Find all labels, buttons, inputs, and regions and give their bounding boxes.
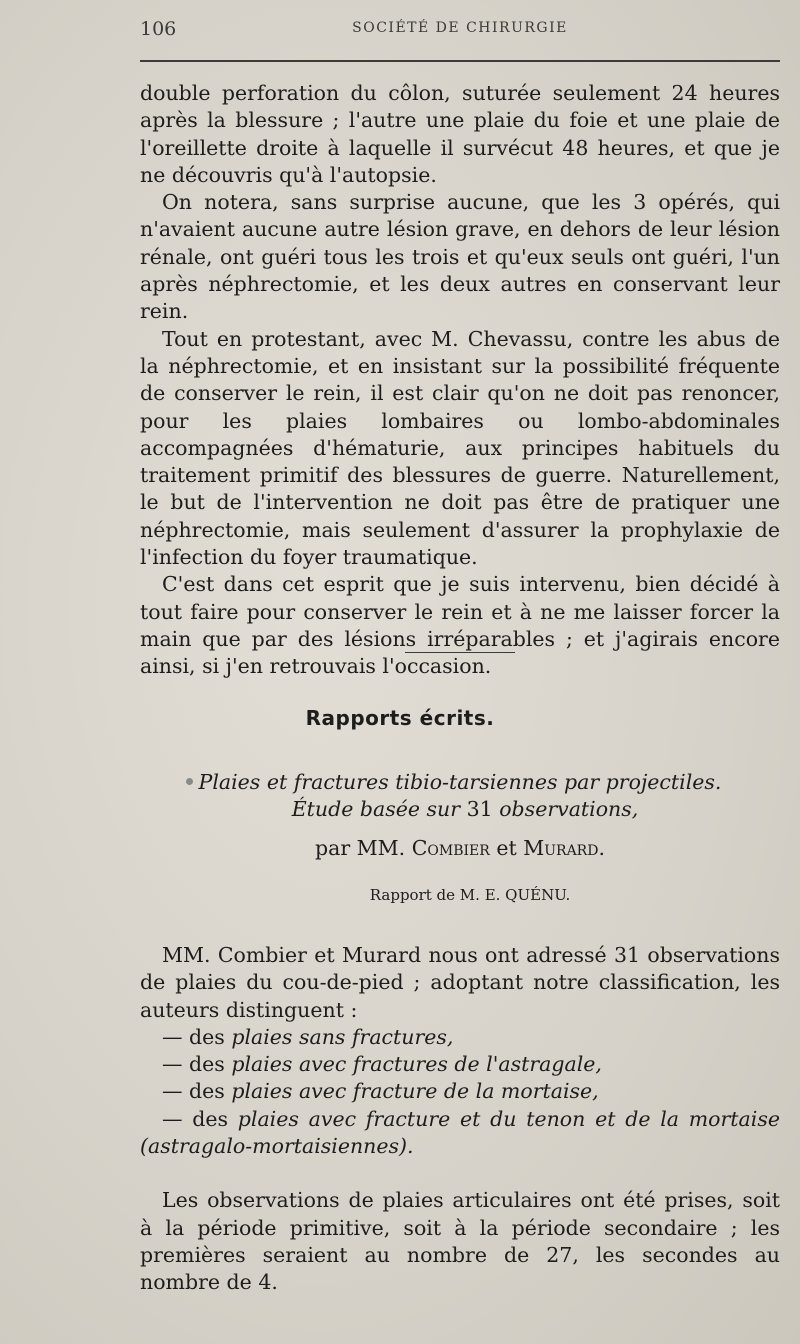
list-continuation: (astragalo-mortaisiennes).: [140, 1134, 414, 1159]
report-body: [140, 942, 780, 1297]
article-title: [140, 769, 780, 823]
author-name: Combier: [411, 836, 490, 860]
list-item: — des plaies sans fractures,: [162, 1024, 454, 1049]
author-name: Murard.: [523, 836, 605, 860]
paragraph: Tout en protestant, avec M. Chevassu, contre les abus de la néphrectomie, et en insistant sur la possibilité fréquente de conserver le rein, il est clair qu'on ne doit pas renoncer, pour les plaies lombaires ou lombo-abdominales accompagnées d'hématurie, aux principes habituels du traitement primitif des blessures de guerre. Naturellement, le but de l'intervention ne doit pas être de pratiquer une néphrectomie, mais seulement d'assurer la prophylaxie de l'infection du foyer traumatique.: [140, 326, 780, 570]
list-item: — des plaies avec fracture de la mortaise,: [162, 1079, 599, 1104]
header-rule: [140, 60, 780, 62]
list-item: — des plaies avec fractures de l'astragale,: [162, 1052, 602, 1077]
article-title-line2: Étude basée sur 31 observations,: [291, 797, 639, 821]
section-title: Rapports écrits.: [305, 706, 495, 730]
continuation-text: [140, 80, 780, 681]
paragraph: On notera, sans surprise aucune, que les 3 opérés, qui n'avaient aucune autre lésion grave, en dehors de leur lésion rénale, ont guéri tous les trois et qu'eux seuls ont guéri, l'un après néphrectomie, et les deux autres en conservant leur rein.: [140, 190, 780, 324]
paragraph: MM. Combier et Murard nous ont adressé 31 observations de plaies du cou-de-pied ; adoptant notre classification, les auteurs distinguent :: [140, 943, 780, 1022]
paragraph: C'est dans cet esprit que je suis intervenu, bien décidé à tout faire pour conserver le rein et à ne me laisser forcer la main que par des lésions irréparables ; et j'agirais encore ainsi, si j'en retrouvais l'occasion.: [140, 572, 780, 679]
paragraph: double perforation du côlon, suturée seulement 24 heures après la blessure ; l'autre une plaie du foie et une plaie de l'oreillette droite à laquelle il survécut 48 heures, et que je ne découvris qu'à l'autopsie.: [140, 81, 780, 187]
paragraph: Les observations de plaies articulaires ont été prises, soit à la période primitive, soit à la période secondaire ; les premières seraient au nombre de 27, les secondes au nombre de 4.: [140, 1188, 780, 1295]
page-header: [140, 18, 780, 44]
page-number: 106: [140, 18, 177, 40]
article-authors: par MM. Combier et Murard.: [315, 836, 605, 860]
running-title: SOCIÉTÉ DE CHIRURGIE: [352, 20, 568, 36]
list-item: — des plaies avec fracture et du tenon et de la mortaise: [162, 1106, 780, 1131]
article-title-line1: Plaies et fractures tibio-tarsiennes par projectiles.: [198, 770, 722, 794]
rapport-byline: Rapport de M. E. QUÉNU.: [369, 886, 571, 904]
section-separator: [405, 652, 515, 653]
